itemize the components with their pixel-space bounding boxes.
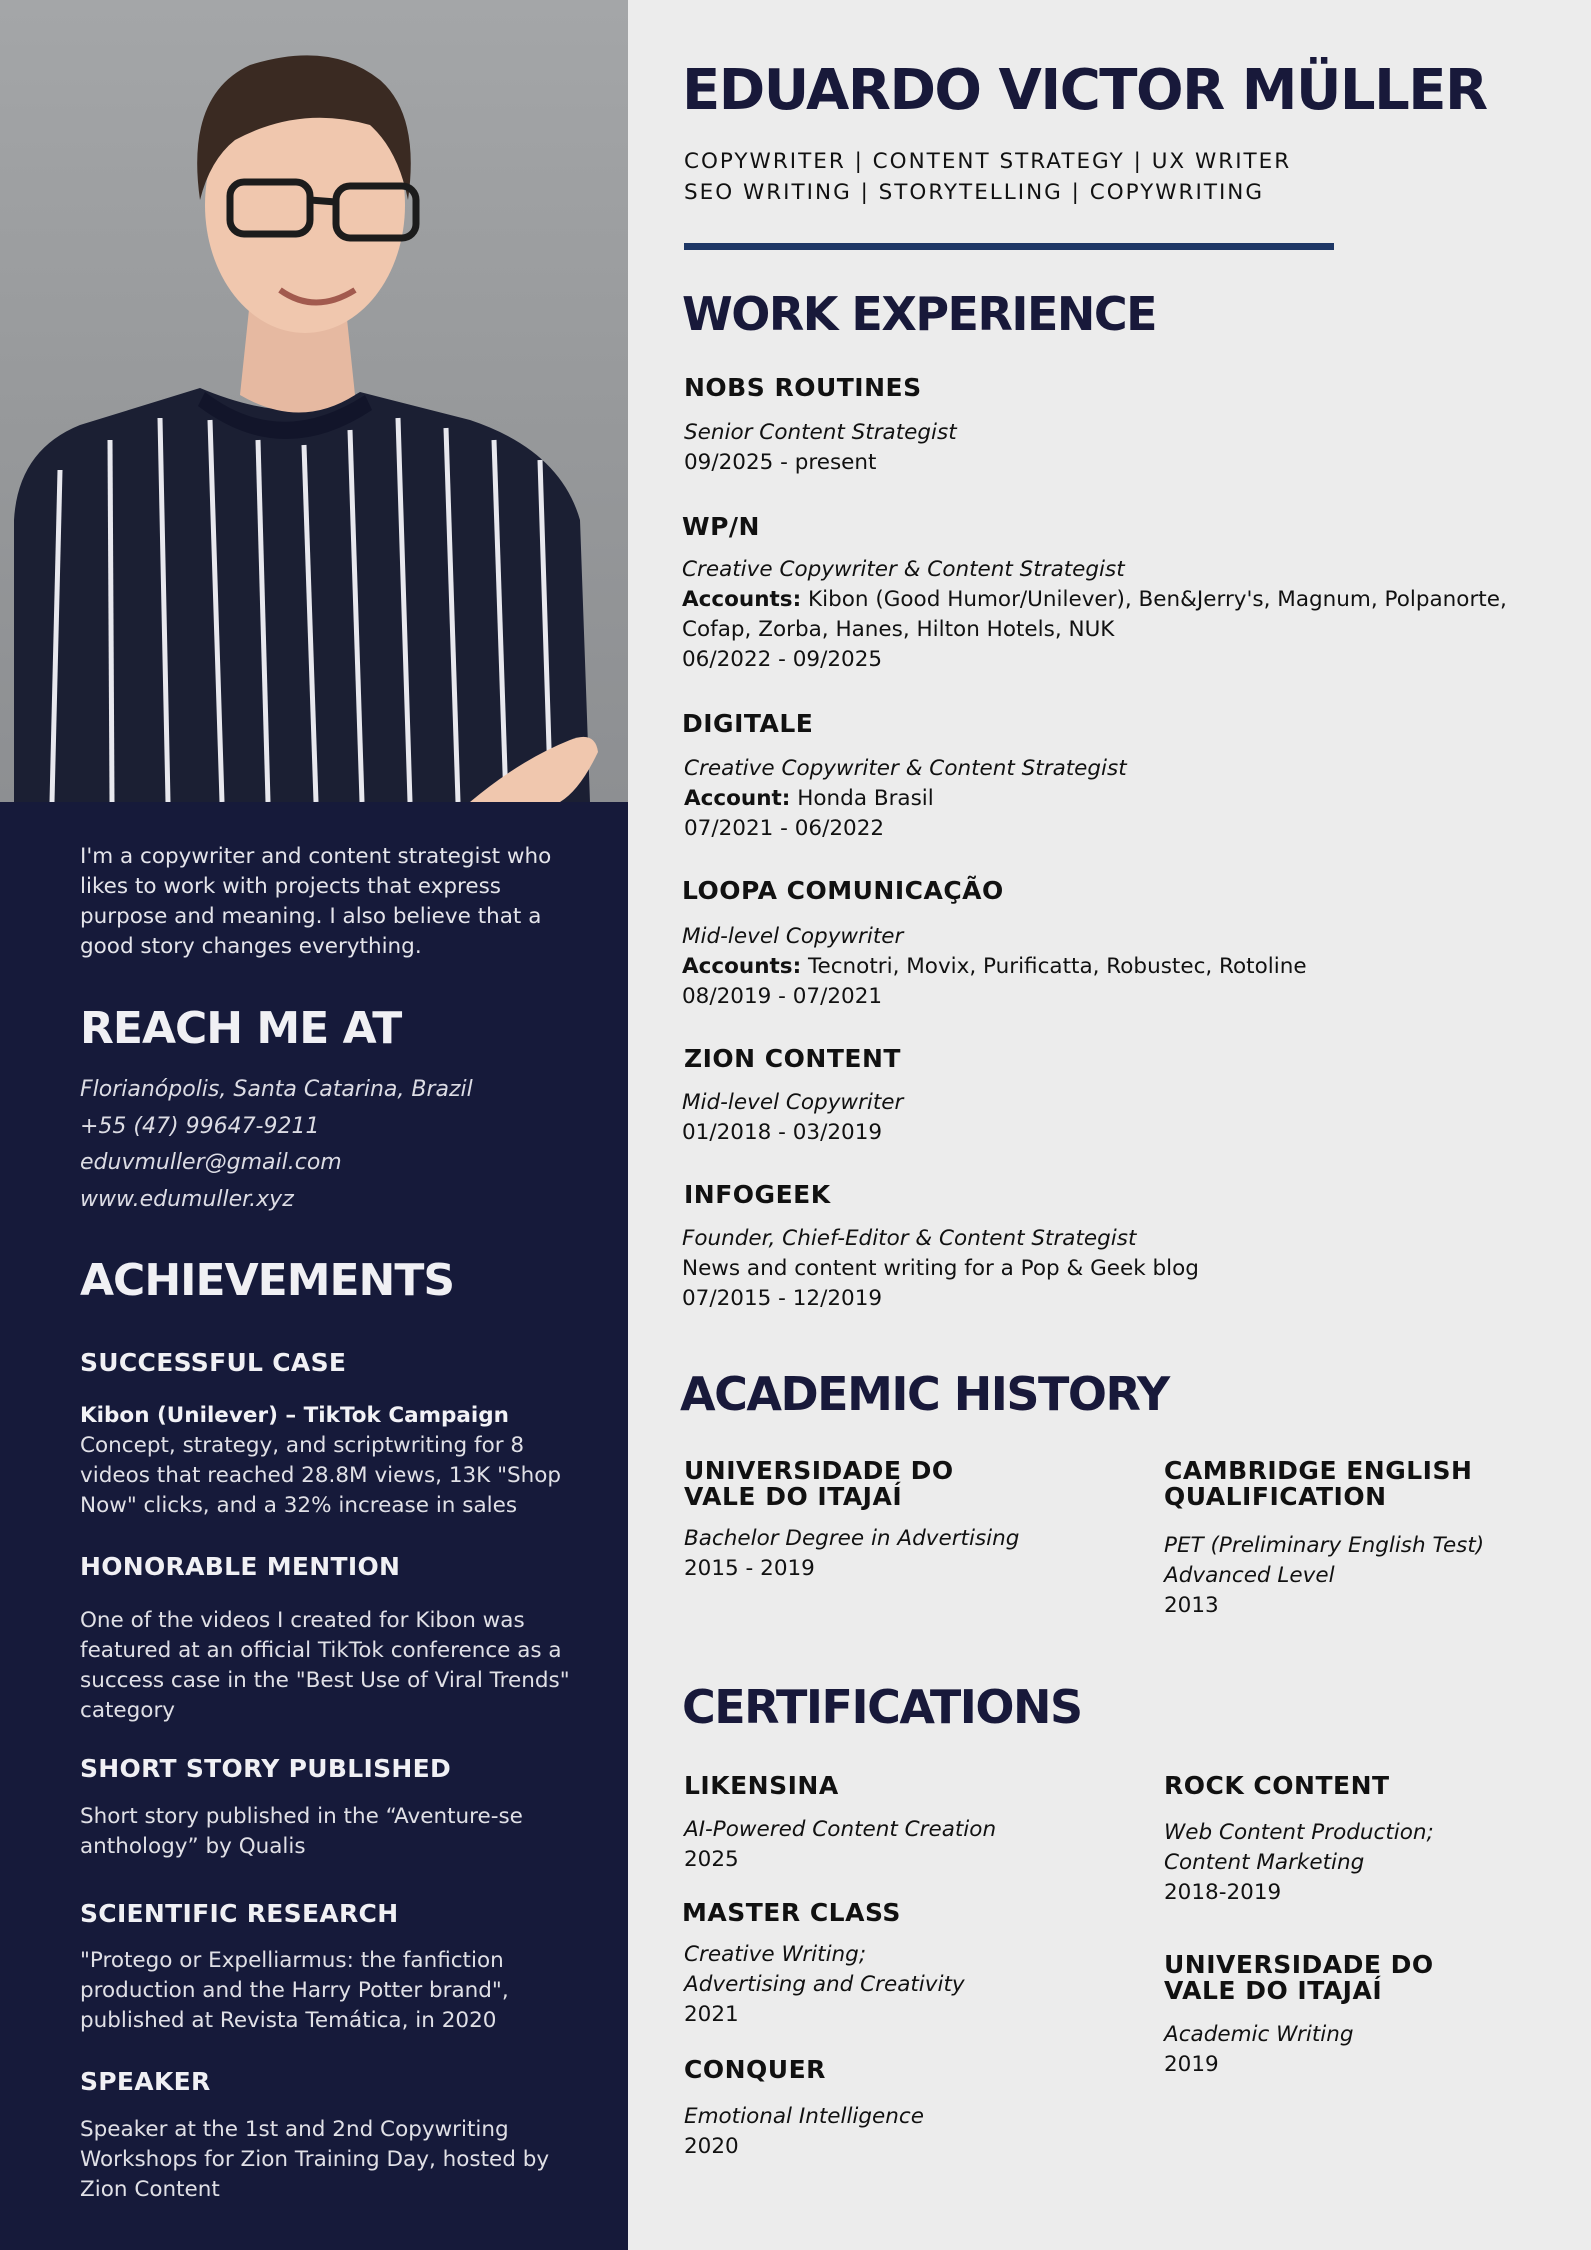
job-accounts-label: Accounts:	[682, 587, 802, 612]
academic-degree: Bachelor Degree in Advertising	[684, 1526, 1020, 1551]
institution-line: QUALIFICATION	[1164, 1482, 1387, 1511]
job-role: Creative Copywriter & Content Strategist	[682, 557, 1125, 582]
cert-course: Web Content Production;	[1164, 1820, 1434, 1845]
cert-details	[1164, 2020, 1354, 2080]
academic-years: 2013	[1164, 1593, 1219, 1618]
institution-line: CAMBRIDGE ENGLISH	[1164, 1456, 1473, 1485]
cert-course: Content Marketing	[1164, 1850, 1365, 1875]
academic-institution	[1164, 1458, 1472, 1510]
institution-line: VALE DO ITAJAÍ	[684, 1482, 903, 1511]
cert-course: Advertising and Creativity	[684, 1972, 965, 1997]
contact-heading: REACH ME AT	[80, 1003, 402, 1054]
achievement-title: SCIENTIFIC RESEARCH	[80, 1899, 399, 1928]
academic-degree: PET (Preliminary English Test)	[1164, 1533, 1485, 1558]
cert-year: 2019	[1164, 2052, 1219, 2077]
achievement-text: Concept, strategy, and scriptwriting for 8 videos that reached 28.8M views, 13K "Shop Now" clicks, and a 32% increase in sales	[80, 1433, 562, 1518]
cert-issuer: LIKENSINA	[684, 1771, 839, 1800]
intro-text: I'm a copywriter and content strategist who likes to work with projects that express purpose and meaning. I also believe that a good story changes everything.	[80, 844, 552, 959]
academic-years: 2015 - 2019	[684, 1556, 815, 1581]
job-accounts: Honda Brasil	[790, 786, 934, 811]
tagline-line: COPYWRITER | CONTENT STRATEGY | UX WRITER	[684, 149, 1292, 174]
achievement-title: SPEAKER	[80, 2067, 211, 2096]
cert-year: 2025	[684, 1847, 739, 1872]
left-sidebar	[0, 0, 628, 2250]
job-role: Creative Copywriter & Content Strategist	[684, 756, 1127, 781]
job-details	[684, 418, 957, 478]
contact-location: Florianópolis, Santa Catarina, Brazil	[80, 1077, 473, 1102]
cert-issuer: CONQUER	[684, 2055, 826, 2084]
achievement-body	[80, 1401, 580, 1521]
achievement-text: Speaker at the 1st and 2nd Copywriting Workshops for Zion Training Day, hosted by Zion Content	[80, 2117, 550, 2202]
achievements-heading: ACHIEVEMENTS	[80, 1255, 455, 1306]
job-accounts: Tecnotri, Movix, Purificatta, Robustec, Rotoline	[801, 954, 1307, 979]
cert-details	[684, 1940, 965, 2030]
job-dates: 09/2025 - present	[684, 450, 877, 475]
divider	[684, 243, 1334, 250]
academic-details	[684, 1524, 1019, 1584]
page-title: EDUARDO VICTOR MÜLLER	[682, 58, 1487, 123]
academic-details	[1164, 1531, 1484, 1621]
job-dates: 07/2015 - 12/2019	[682, 1286, 883, 1311]
cert-course: Creative Writing;	[684, 1942, 867, 1967]
academic-institution	[684, 1458, 954, 1510]
cert-course: Emotional Intelligence	[684, 2104, 924, 2129]
achievement-title: HONORABLE MENTION	[80, 1552, 401, 1581]
cert-year: 2018-2019	[1164, 1880, 1282, 1905]
contact-website[interactable]: www.edumuller.xyz	[80, 1186, 294, 1212]
job-company: DIGITALE	[682, 709, 814, 738]
job-accounts-label: Account:	[684, 786, 791, 811]
job-details	[682, 1224, 1199, 1314]
cert-issuer	[1164, 1952, 1434, 2004]
job-dates: 01/2018 - 03/2019	[682, 1120, 883, 1145]
job-details	[682, 922, 1307, 1012]
academic-degree: Advanced Level	[1164, 1563, 1335, 1588]
achievement-title: SHORT STORY PUBLISHED	[80, 1754, 452, 1783]
achievement-text: "Protego or Expelliarmus: the fanfiction production and the Harry Potter brand", published at Revista Temática, in 2020	[80, 1948, 509, 2033]
achievement-title: SUCCESSFUL CASE	[80, 1348, 347, 1377]
job-role: Mid-level Copywriter	[682, 1090, 904, 1115]
job-company: ZION CONTENT	[684, 1044, 901, 1073]
achievement-subtitle: Kibon (Unilever) – TikTok Campaign	[80, 1403, 509, 1428]
academic-heading: ACADEMIC HISTORY	[680, 1367, 1169, 1421]
cert-details	[684, 1815, 996, 1875]
cert-issuer: ROCK CONTENT	[1164, 1771, 1390, 1800]
job-role: Founder, Chief-Editor & Content Strategist	[682, 1226, 1137, 1251]
contact-list	[80, 1072, 580, 1218]
job-company: NOBS ROUTINES	[684, 373, 922, 402]
cert-course: AI-Powered Content Creation	[684, 1817, 997, 1842]
issuer-line: UNIVERSIDADE DO	[1164, 1950, 1434, 1979]
job-accounts-label: Accounts:	[682, 954, 802, 979]
job-dates: 06/2022 - 09/2025	[682, 647, 883, 672]
achievement-text: Short story published in the “Aventure-se anthology” by Qualis	[80, 1804, 523, 1859]
main-content	[628, 0, 1591, 2250]
job-company: LOOPA COMUNICAÇÃO	[682, 876, 1004, 905]
cert-year: 2020	[684, 2134, 739, 2159]
job-company: WP/N	[682, 512, 760, 541]
job-role: Mid-level Copywriter	[682, 924, 904, 949]
contact-email[interactable]: eduvmuller@gmail.com	[80, 1150, 342, 1175]
achievement-text: One of the videos I created for Kibon was featured at an official TikTok conference as a success case in the "Best Use of Viral Trends" category	[80, 1608, 570, 1723]
profile-photo	[0, 0, 628, 802]
job-company: INFOGEEK	[684, 1180, 831, 1209]
issuer-line: VALE DO ITAJAÍ	[1164, 1976, 1383, 2005]
job-role: Senior Content Strategist	[684, 420, 957, 445]
tagline	[684, 146, 1291, 208]
work-heading: WORK EXPERIENCE	[682, 287, 1157, 341]
job-detail: News and content writing for a Pop & Geek blog	[682, 1256, 1199, 1281]
cert-details	[684, 2102, 924, 2162]
job-dates: 07/2021 - 06/2022	[684, 816, 885, 841]
job-details	[684, 754, 1127, 844]
cert-issuer: MASTER CLASS	[682, 1898, 901, 1927]
job-details	[682, 555, 1562, 675]
tagline-line: SEO WRITING | STORYTELLING | COPYWRITING	[684, 180, 1265, 205]
job-dates: 08/2019 - 07/2021	[682, 984, 883, 1009]
job-details	[682, 1088, 903, 1148]
certifications-heading: CERTIFICATIONS	[682, 1680, 1082, 1734]
job-accounts: Kibon (Good Humor/Unilever), Ben&Jerry's, Magnum, Polpanorte, Cofap, Zorba, Hanes, Hilton Hotels, NUK	[682, 587, 1507, 642]
contact-phone[interactable]: +55 (47) 99647-9211	[80, 1113, 320, 1139]
cert-course: Academic Writing	[1164, 2022, 1354, 2047]
cert-details	[1164, 1818, 1434, 1908]
cert-year: 2021	[684, 2002, 739, 2027]
institution-line: UNIVERSIDADE DO	[684, 1456, 954, 1485]
